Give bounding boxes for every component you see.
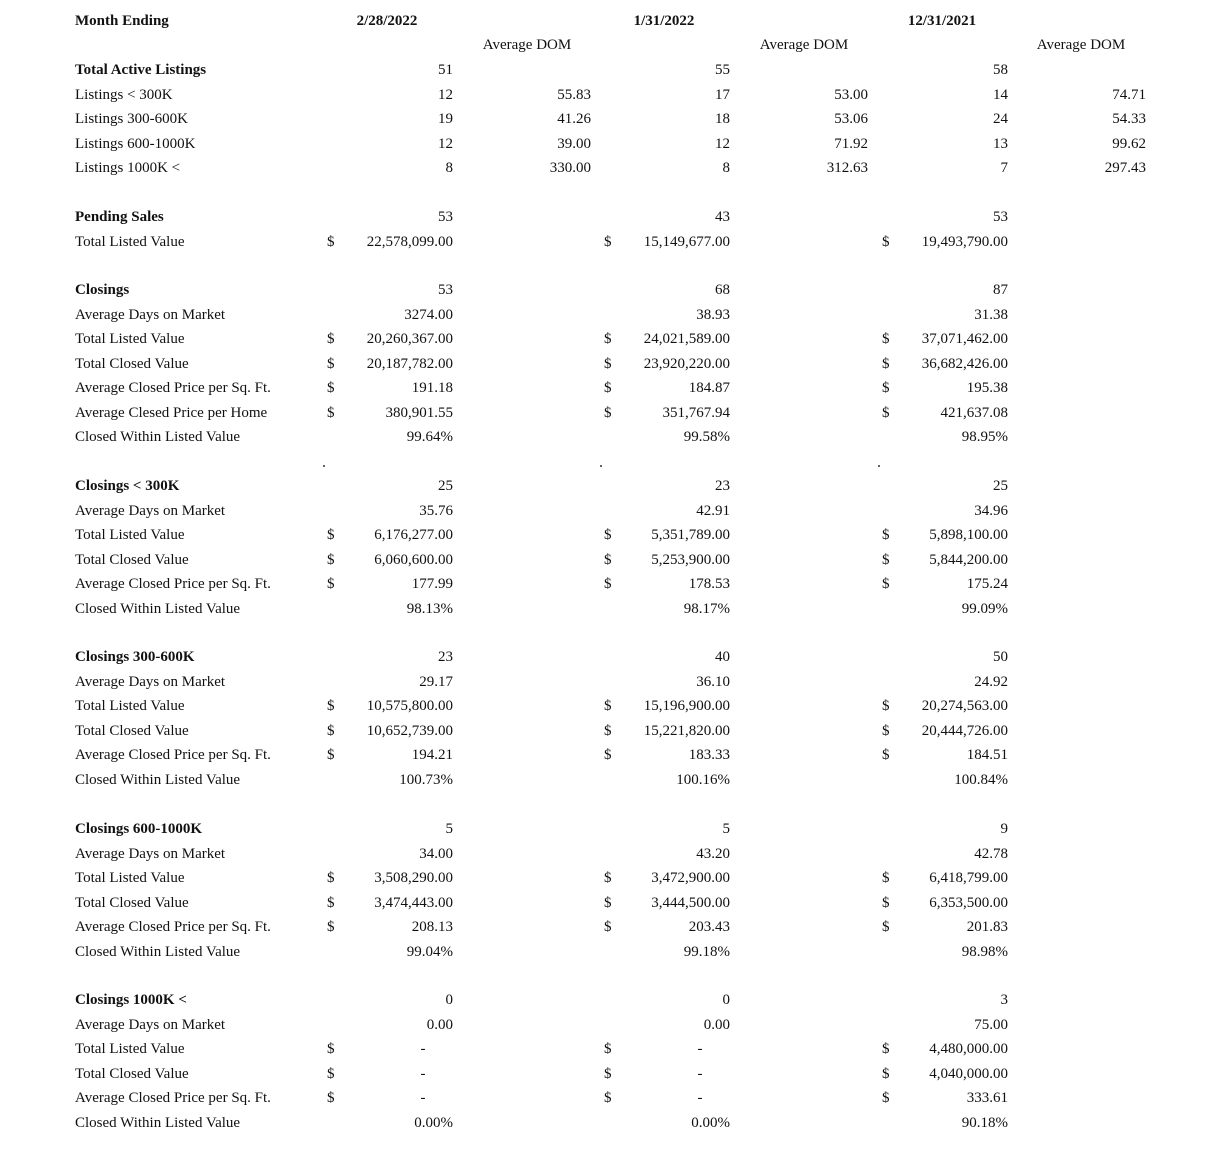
- currency-symbol: $: [882, 576, 890, 592]
- currency-symbol: $: [604, 895, 612, 911]
- value-cell: 15,196,900.00: [643, 698, 730, 714]
- dom-cell: 74.71: [1112, 87, 1146, 103]
- currency-symbol: $: [882, 380, 890, 396]
- currency-symbol: $: [882, 895, 890, 911]
- currency-symbol: $: [882, 919, 890, 935]
- value-cell: 37,071,462.00: [921, 331, 1008, 347]
- currency-symbol: $: [604, 576, 612, 592]
- value-cell: 24.92: [974, 674, 1008, 690]
- dom-cell: 71.92: [834, 136, 868, 152]
- section-count: 68: [715, 282, 730, 298]
- value-cell: 12: [438, 87, 453, 103]
- section-title: Closings 600-1000K: [75, 821, 203, 837]
- value-cell: 20,260,367.00: [366, 331, 453, 347]
- section-count: 23: [715, 478, 730, 494]
- section-count: 0: [445, 992, 453, 1008]
- currency-symbol: $: [327, 380, 335, 396]
- value-cell: 35.76: [419, 503, 453, 519]
- value-cell: 99.58%: [683, 429, 730, 445]
- value-cell: 183.33: [688, 747, 730, 763]
- value-cell: 333.61: [966, 1090, 1008, 1106]
- row-label: Average Days on Market: [75, 674, 226, 690]
- row-label: Average Clesed Price per Home: [75, 405, 268, 421]
- currency-symbol: $: [327, 1066, 335, 1082]
- value-cell: 34.00: [419, 846, 453, 862]
- value-cell: 5,898,100.00: [929, 527, 1008, 543]
- value-cell: 19,493,790.00: [921, 234, 1008, 250]
- currency-symbol: $: [882, 1041, 890, 1057]
- currency-symbol: $: [327, 723, 335, 739]
- value-cell: 18: [715, 111, 730, 127]
- value-cell: 42.91: [696, 503, 730, 519]
- currency-symbol: $: [604, 1041, 612, 1057]
- value-cell: 14: [993, 87, 1008, 103]
- value-cell: 42.78: [974, 846, 1008, 862]
- row-label: Average Days on Market: [75, 1017, 226, 1033]
- section-title: Pending Sales: [75, 209, 164, 225]
- value-cell: 191.18: [411, 380, 453, 396]
- empty-value-dash: -: [420, 1041, 426, 1057]
- empty-value-dash: -: [420, 1090, 426, 1106]
- value-cell: 100.16%: [676, 772, 730, 788]
- section-title: Closings 1000K <: [75, 992, 187, 1008]
- section-title: Closings 300-600K: [75, 649, 195, 665]
- value-cell: 75.00: [974, 1017, 1008, 1033]
- value-cell: 10,652,739.00: [366, 723, 453, 739]
- row-label: Closed Within Listed Value: [75, 944, 241, 960]
- row-label: Total Closed Value: [75, 895, 189, 911]
- currency-symbol: $: [882, 747, 890, 763]
- cell-border-tick: [323, 465, 325, 467]
- dom-cell: 41.26: [557, 111, 591, 127]
- value-cell: 98.17%: [683, 601, 730, 617]
- value-cell: 15,221,820.00: [643, 723, 730, 739]
- dom-cell: 55.83: [557, 87, 591, 103]
- value-cell: 19: [438, 111, 453, 127]
- currency-symbol: $: [882, 405, 890, 421]
- value-cell: 15,149,677.00: [643, 234, 730, 250]
- row-label: Closed Within Listed Value: [75, 772, 241, 788]
- value-cell: 43.20: [696, 846, 730, 862]
- currency-symbol: $: [327, 1090, 335, 1106]
- dom-cell: 330.00: [549, 160, 591, 176]
- value-cell: 203.43: [688, 919, 730, 935]
- value-cell: 3274.00: [404, 307, 453, 323]
- value-cell: 100.73%: [399, 772, 453, 788]
- section-count: 50: [993, 649, 1008, 665]
- dom-cell: 53.00: [834, 87, 868, 103]
- value-cell: 6,418,799.00: [929, 870, 1008, 886]
- currency-symbol: $: [327, 234, 335, 250]
- value-cell: 195.38: [966, 380, 1008, 396]
- currency-symbol: $: [327, 356, 335, 372]
- currency-symbol: $: [882, 1090, 890, 1106]
- currency-symbol: $: [604, 870, 612, 886]
- section-count: 53: [993, 209, 1008, 225]
- row-label: Total Listed Value: [75, 698, 185, 714]
- value-cell: 201.83: [966, 919, 1008, 935]
- currency-symbol: $: [882, 723, 890, 739]
- cell-border-tick: [878, 465, 880, 467]
- row-label: Total Listed Value: [75, 331, 185, 347]
- currency-symbol: $: [882, 331, 890, 347]
- column-header-2: 1/31/2022: [633, 13, 695, 29]
- value-cell: 20,274,563.00: [921, 698, 1008, 714]
- currency-symbol: $: [604, 380, 612, 396]
- row-label: Average Closed Price per Sq. Ft.: [75, 747, 271, 763]
- value-cell: 380,901.55: [385, 405, 453, 421]
- currency-symbol: $: [604, 698, 612, 714]
- value-cell: 6,353,500.00: [929, 895, 1008, 911]
- currency-symbol: $: [327, 895, 335, 911]
- row-label: Listings 600-1000K: [75, 136, 196, 152]
- section-count: 87: [993, 282, 1008, 298]
- value-cell: 34.96: [974, 503, 1008, 519]
- value-cell: 20,187,782.00: [366, 356, 453, 372]
- value-cell: 99.09%: [961, 601, 1008, 617]
- value-cell: 22,578,099.00: [366, 234, 453, 250]
- value-cell: 184.87: [688, 380, 730, 396]
- value-cell: 90.18%: [961, 1115, 1008, 1131]
- value-cell: 8: [445, 160, 453, 176]
- currency-symbol: $: [882, 698, 890, 714]
- value-cell: 99.64%: [406, 429, 453, 445]
- section-count: 25: [993, 478, 1008, 494]
- row-label: Total Closed Value: [75, 723, 189, 739]
- currency-symbol: $: [882, 234, 890, 250]
- row-label: Total Closed Value: [75, 356, 189, 372]
- value-cell: 23,920,220.00: [643, 356, 730, 372]
- currency-symbol: $: [327, 747, 335, 763]
- empty-value-dash: -: [697, 1041, 703, 1057]
- value-cell: 4,480,000.00: [929, 1041, 1008, 1057]
- value-cell: 98.95%: [961, 429, 1008, 445]
- section-count: 25: [438, 478, 453, 494]
- value-cell: 194.21: [411, 747, 453, 763]
- currency-symbol: $: [882, 870, 890, 886]
- value-cell: 421,637.08: [940, 405, 1008, 421]
- currency-symbol: $: [327, 527, 335, 543]
- currency-symbol: $: [327, 698, 335, 714]
- section-count: 53: [438, 209, 453, 225]
- dom-header-1: Average DOM: [482, 37, 572, 53]
- section-count: 5: [722, 821, 730, 837]
- currency-symbol: $: [604, 356, 612, 372]
- value-cell: 3,474,443.00: [374, 895, 453, 911]
- dom-cell: 312.63: [826, 160, 868, 176]
- cell-border-tick: [600, 465, 602, 467]
- value-cell: 12: [715, 136, 730, 152]
- row-label: Total Listed Value: [75, 1041, 185, 1057]
- currency-symbol: $: [604, 552, 612, 568]
- row-label: Average Closed Price per Sq. Ft.: [75, 1090, 271, 1106]
- currency-symbol: $: [604, 527, 612, 543]
- row-label: Average Closed Price per Sq. Ft.: [75, 576, 271, 592]
- section-count: 9: [1000, 821, 1008, 837]
- currency-symbol: $: [327, 576, 335, 592]
- row-label: Average Days on Market: [75, 503, 226, 519]
- section-count: 58: [993, 62, 1008, 78]
- row-label: Closed Within Listed Value: [75, 1115, 241, 1131]
- section-title: Closings < 300K: [75, 478, 180, 494]
- currency-symbol: $: [327, 919, 335, 935]
- section-count: 23: [438, 649, 453, 665]
- section-count: 55: [715, 62, 730, 78]
- section-title: Total Active Listings: [75, 62, 207, 78]
- value-cell: 7: [1000, 160, 1008, 176]
- value-cell: 0.00: [703, 1017, 730, 1033]
- section-count: 0: [722, 992, 730, 1008]
- value-cell: 20,444,726.00: [921, 723, 1008, 739]
- value-cell: 13: [993, 136, 1008, 152]
- row-label: Average Closed Price per Sq. Ft.: [75, 919, 271, 935]
- currency-symbol: $: [604, 234, 612, 250]
- value-cell: 99.18%: [683, 944, 730, 960]
- value-cell: 36.10: [696, 674, 730, 690]
- value-cell: 17: [715, 87, 730, 103]
- value-cell: 38.93: [696, 307, 730, 323]
- currency-symbol: $: [327, 405, 335, 421]
- currency-symbol: $: [604, 919, 612, 935]
- value-cell: 3,508,290.00: [374, 870, 453, 886]
- value-cell: 4,040,000.00: [929, 1066, 1008, 1082]
- row-label: Closed Within Listed Value: [75, 601, 241, 617]
- dom-cell: 39.00: [557, 136, 591, 152]
- dom-cell: 99.62: [1112, 136, 1146, 152]
- value-cell: 3,444,500.00: [651, 895, 730, 911]
- section-count: 40: [715, 649, 730, 665]
- value-cell: 208.13: [411, 919, 453, 935]
- empty-value-dash: -: [697, 1090, 703, 1106]
- value-cell: 0.00%: [691, 1115, 730, 1131]
- empty-value-dash: -: [420, 1066, 426, 1082]
- value-cell: 10,575,800.00: [366, 698, 453, 714]
- value-cell: 6,176,277.00: [374, 527, 453, 543]
- value-cell: 98.98%: [961, 944, 1008, 960]
- currency-symbol: $: [327, 1041, 335, 1057]
- section-count: 53: [438, 282, 453, 298]
- currency-symbol: $: [604, 405, 612, 421]
- row-label: Total Listed Value: [75, 527, 185, 543]
- dom-cell: 297.43: [1104, 160, 1146, 176]
- value-cell: 99.04%: [406, 944, 453, 960]
- currency-symbol: $: [882, 552, 890, 568]
- month-ending-label: Month Ending: [75, 13, 169, 29]
- value-cell: 0.00%: [414, 1115, 453, 1131]
- currency-symbol: $: [604, 747, 612, 763]
- row-label: Total Listed Value: [75, 234, 185, 250]
- section-count: 5: [445, 821, 453, 837]
- row-label: Total Closed Value: [75, 1066, 189, 1082]
- dom-cell: 53.06: [834, 111, 868, 127]
- row-label: Average Days on Market: [75, 846, 226, 862]
- value-cell: 5,844,200.00: [929, 552, 1008, 568]
- value-cell: 351,767.94: [662, 405, 730, 421]
- dom-header-3: Average DOM: [1036, 37, 1126, 53]
- value-cell: 29.17: [419, 674, 453, 690]
- value-cell: 100.84%: [954, 772, 1008, 788]
- section-title: Closings: [75, 282, 130, 298]
- row-label: Listings 1000K <: [75, 160, 181, 176]
- value-cell: 184.51: [966, 747, 1008, 763]
- row-label: Listings < 300K: [75, 87, 173, 103]
- currency-symbol: $: [882, 356, 890, 372]
- row-label: Average Days on Market: [75, 307, 226, 323]
- value-cell: 3,472,900.00: [651, 870, 730, 886]
- section-count: 3: [1000, 992, 1008, 1008]
- row-label: Total Closed Value: [75, 552, 189, 568]
- column-header-1: 2/28/2022: [356, 13, 418, 29]
- currency-symbol: $: [604, 1090, 612, 1106]
- value-cell: 36,682,426.00: [921, 356, 1008, 372]
- section-count: 51: [438, 62, 453, 78]
- value-cell: 6,060,600.00: [374, 552, 453, 568]
- value-cell: 8: [722, 160, 730, 176]
- value-cell: 24,021,589.00: [643, 331, 730, 347]
- currency-symbol: $: [604, 331, 612, 347]
- dom-cell: 54.33: [1112, 111, 1146, 127]
- value-cell: 98.13%: [406, 601, 453, 617]
- row-label: Average Closed Price per Sq. Ft.: [75, 380, 271, 396]
- value-cell: 0.00: [426, 1017, 453, 1033]
- value-cell: 5,351,789.00: [651, 527, 730, 543]
- value-cell: 177.99: [411, 576, 453, 592]
- currency-symbol: $: [882, 527, 890, 543]
- value-cell: 31.38: [974, 307, 1008, 323]
- value-cell: 175.24: [966, 576, 1008, 592]
- row-label: Closed Within Listed Value: [75, 429, 241, 445]
- section-count: 43: [715, 209, 730, 225]
- empty-value-dash: -: [697, 1066, 703, 1082]
- value-cell: 24: [993, 111, 1008, 127]
- value-cell: 178.53: [688, 576, 730, 592]
- value-cell: 12: [438, 136, 453, 152]
- row-label: Total Listed Value: [75, 870, 185, 886]
- dom-header-2: Average DOM: [759, 37, 849, 53]
- currency-symbol: $: [327, 552, 335, 568]
- row-label: Listings 300-600K: [75, 111, 188, 127]
- currency-symbol: $: [604, 1066, 612, 1082]
- column-header-3: 12/31/2021: [907, 13, 977, 29]
- currency-symbol: $: [882, 1066, 890, 1082]
- value-cell: 5,253,900.00: [651, 552, 730, 568]
- currency-symbol: $: [604, 723, 612, 739]
- currency-symbol: $: [327, 870, 335, 886]
- currency-symbol: $: [327, 331, 335, 347]
